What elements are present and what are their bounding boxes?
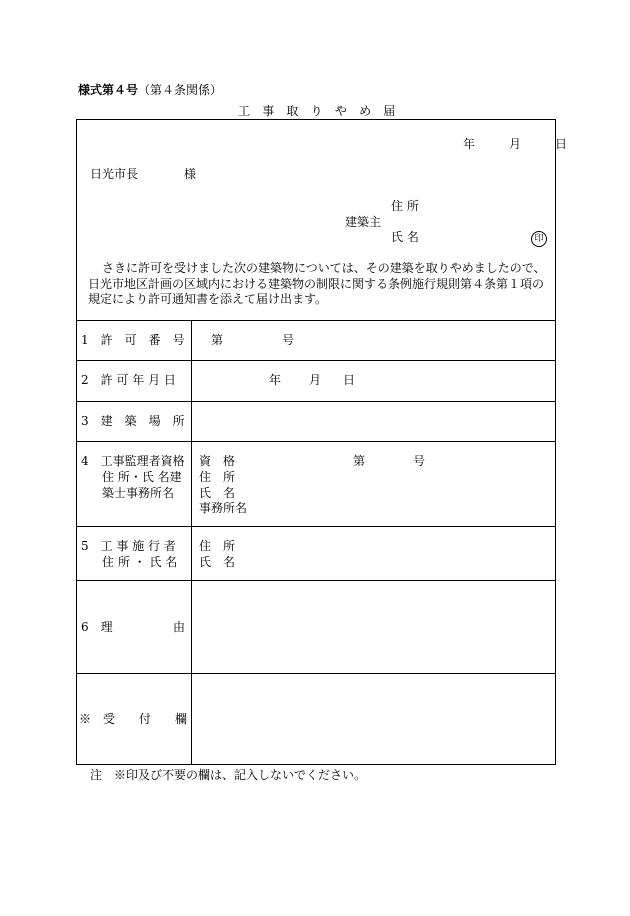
row-divider <box>77 441 555 442</box>
builder-label: 建築主 <box>345 215 382 229</box>
row4-label-line3: 築士事務所名 <box>102 486 175 500</box>
row4-qualification: 資 格 <box>199 454 236 468</box>
row2-day: 日 <box>343 373 356 387</box>
row4-label-line1: 4 工事監理者資格 <box>81 454 185 468</box>
column-divider <box>191 320 192 765</box>
statement-line-2: 日光市地区計画の区域内における建築物の制限に関する条例施行規則第４条第１項の <box>88 277 545 291</box>
row2-year: 年 <box>269 373 282 387</box>
date-year: 年 <box>463 137 476 151</box>
reception-label: ※ 受 付 欄 <box>79 712 188 726</box>
row-divider <box>77 401 555 402</box>
document-title: 工 事 取 り や め 届 <box>238 104 400 118</box>
name-label: 氏 名 <box>391 230 419 244</box>
seal-icon: 印 <box>531 231 547 247</box>
row-divider <box>77 360 555 361</box>
row5-address: 住 所 <box>199 539 236 553</box>
addressee-line <box>90 167 196 183</box>
form-number-line <box>78 83 222 98</box>
address-label: 住 所 <box>391 199 419 213</box>
form-article: （第４条関係） <box>138 83 223 97</box>
row4-name: 氏 名 <box>199 486 236 500</box>
row4-go: 号 <box>413 454 426 468</box>
date-line <box>463 137 567 153</box>
footer-note: 注 ※印及び不要の欄は、記入しないでください。 <box>90 768 367 782</box>
row5-label-line2: 住 所 ・ 氏 名 <box>102 555 178 569</box>
row2-label: 2 許 可 年 月 日 <box>81 373 176 387</box>
addressee: 日光市長 <box>90 167 139 181</box>
row4-office: 事務所名 <box>199 501 248 515</box>
row1-dai: 第 <box>211 333 224 347</box>
row-divider <box>77 673 555 674</box>
form-number: 様式第４号 <box>78 83 139 97</box>
row4-address: 住 所 <box>199 470 236 484</box>
statement-line-1: さきに許可を受けました次の建築物については、その建築を取りやめましたので、 <box>102 261 546 275</box>
date-day: 日 <box>555 137 568 151</box>
row6-label-start: 6 理 <box>81 620 113 634</box>
row5-name: 氏 名 <box>199 555 236 569</box>
row5-label-line1: 5 工 事 施 行 者 <box>81 539 176 553</box>
date-month: 月 <box>509 137 522 151</box>
row2-month: 月 <box>309 373 322 387</box>
row-divider <box>77 320 555 321</box>
row4-label-line2: 住 所・氏 名建 <box>102 470 182 484</box>
form-table <box>76 119 568 765</box>
honorific: 様 <box>184 167 197 181</box>
row3-label: 3 建 築 場 所 <box>81 414 185 428</box>
seal-mark <box>531 230 547 247</box>
row1-go: 号 <box>282 333 295 347</box>
row-divider <box>77 526 555 527</box>
row6-label-end: 由 <box>173 620 186 634</box>
statement-line-3: 規定により許可通知書を添えて届け出ます。 <box>88 292 328 306</box>
row4-dai: 第 <box>353 454 366 468</box>
row-divider <box>77 580 555 581</box>
row1-label: 1 許 可 番 号 <box>81 333 185 347</box>
